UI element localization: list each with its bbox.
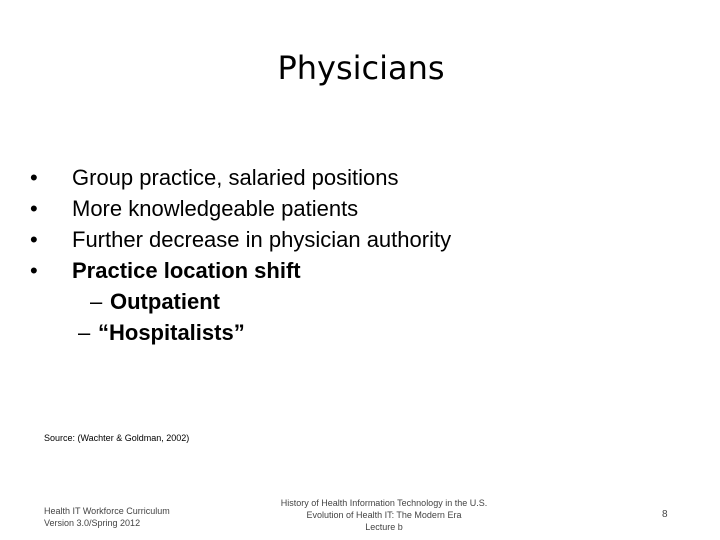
slide-title-text: Physicians [277, 49, 445, 87]
sub-bullet-text: “Hospitalists” [98, 320, 245, 345]
bullet-text: Group practice, salaried positions [72, 165, 399, 190]
sub-bullet-item [30, 286, 670, 317]
bullet-item [30, 162, 670, 193]
bullet-marker: • [30, 258, 38, 283]
bullet-item [30, 255, 670, 286]
footer-course-title: History of Health Information Technology in the U.S. [280, 498, 488, 508]
footer-curriculum-name: Health IT Workforce Curriculum [44, 506, 170, 516]
source-citation: Source: (Wachter & Goldman, 2002) [44, 433, 190, 443]
footer-unit-title: Evolution of Health IT: The Modern Era [306, 510, 462, 520]
bullet-item [30, 224, 670, 255]
footer-lecture-label: Lecture b [365, 522, 403, 532]
bullet-marker: • [30, 196, 38, 221]
sub-bullet-text: Outpatient [110, 289, 220, 314]
sub-bullet-marker: – [90, 289, 103, 314]
footer-version: Version 3.0/Spring 2012 [44, 518, 141, 528]
sub-bullet-item [30, 317, 670, 348]
footer-curriculum [44, 505, 170, 529]
bullet-text: More knowledgeable patients [72, 196, 359, 221]
page-number: 8 [662, 509, 668, 520]
bullet-marker: • [30, 227, 38, 252]
footer-lecture-info [262, 497, 506, 533]
bullet-text: Practice location shift [72, 258, 301, 283]
bullet-item [30, 193, 670, 224]
slide-title [0, 46, 720, 90]
bullet-marker: • [30, 165, 38, 190]
sub-bullet-marker: – [78, 320, 91, 345]
bullet-list [30, 162, 670, 348]
bullet-text: Further decrease in physician authority [72, 227, 452, 252]
